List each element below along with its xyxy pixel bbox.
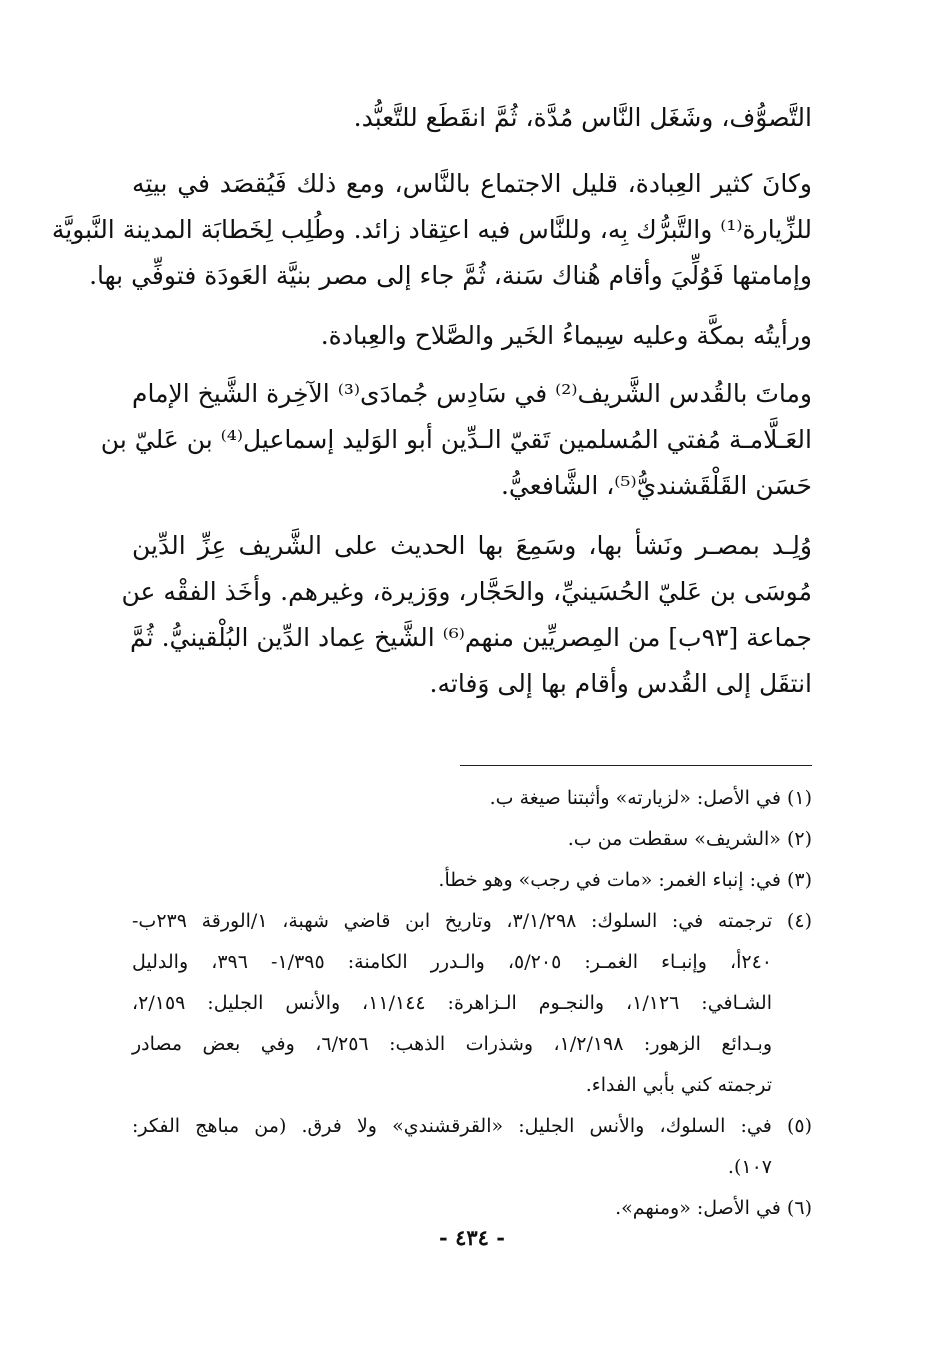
footnote-4-continuation: وبـدائع الزهور: ١/٢/١٩٨، وشذرات الذهب: ٦/٢٥٦، وفي بعض مصادر xyxy=(132,1033,773,1055)
footnote-3: (٣) في: إنباء الغمر: «مات في رجب» وهو خطأ. xyxy=(438,869,812,891)
footnote-4-continuation: ترجمته كني بأبي الفداء. xyxy=(585,1074,772,1096)
text-line: انتقَل إلى القُدس وأقام بها إلى وَفاته. xyxy=(429,669,812,698)
text-line: حَسَن القَلْقَشنديُّ⁽⁵⁾، الشَّافعيُّ. xyxy=(500,471,812,500)
text-line: جماعة [٩٣ب] من المِصريِّين منهم⁽⁶⁾ الشَّيخ عِماد الدِّين البُلْقينيُّ. ثُمَّ xyxy=(130,623,812,652)
footnote-5-continuation: ١٠٧). xyxy=(727,1156,772,1178)
text-line: وكانَ كثير العِبادة، قليل الاجتماع بالنَّاس، ومع ذلك فَيُقصَد في بيتِه xyxy=(132,169,812,198)
footnote-separator xyxy=(460,765,812,766)
text-line: التَّصوُّف، وشَغَل النَّاس مُدَّة، ثُمَّ انقَطَع للتَّعبُّد. xyxy=(353,103,812,132)
footnote-2: (٢) «الشريف» سقطت من ب. xyxy=(567,828,812,850)
text-line: للزِّيارة⁽¹⁾ والتَّبرُّك بِه، وللنَّاس فيه اعتِقاد زائد. وطُلِب لِخَطابَة المدينة النَّبويَّة xyxy=(51,215,812,244)
footnote-6: (٦) في الأصل: «ومنهم». xyxy=(615,1197,812,1219)
text-line: العَـلَّامـة مُفتي المُسلمين تَقيّ الـدِّين أبو الوَليد إسماعيل⁽⁴⁾ بن عَليّ بن xyxy=(100,425,812,454)
text-line: وُلِـد بمصـر ونَشأ بها، وسَمِعَ بها الحديث على الشَّريف عِزِّ الدِّين xyxy=(132,531,812,560)
footnote-4-continuation: الشـافي: ١/١٢٦، والنجـوم الـزاهرة: ١١/١٤٤، والأنس الجليل: ٢/١٥٩، xyxy=(132,992,772,1014)
page-number: - ٤٣٤ - xyxy=(439,1225,505,1250)
text-line: وإمامتها فَوُلِّيَ وأقام هُناك سَنة، ثُمَّ جاء إلى مصر بنيَّة العَودَة فتوفِّي بها. xyxy=(89,261,812,290)
text-line: وماتَ بالقُدس الشَّريف⁽²⁾ في سَادِس جُمادَى⁽³⁾ الآخِرة الشَّيخ الإمام xyxy=(132,379,812,408)
footnote-4: (٤) ترجمته في: السلوك: ٣/١/٢٩٨، وتاريخ ابن قاضي شهبة، ١/الورقة ٢٣٩ب- xyxy=(132,910,812,932)
text-line: مُوسَى بن عَليّ الحُسَينيِّ، والحَجَّار، ووَزيرة، وغيرهم. وأخَذ الفقْه عن xyxy=(121,577,812,606)
footnote-1: (١) في الأصل: «لزيارته» وأثبتنا صيغة ب. xyxy=(489,787,812,809)
text-line: ورأيتُه بمكَّة وعليه سِيماءُ الخَير والصَّلاح والعِبادة. xyxy=(320,321,812,350)
footnote-5: (٥) في: السلوك، والأنس الجليل: «القرقشندي» ولا فرق. (من مباهج الفكر: xyxy=(132,1115,812,1137)
footnote-4-continuation: ٢٤٠أ، وإنبـاء الغمـر: ٥/٢٠٥، والـدرر الكامنة: ١/٣٩٥- ٣٩٦، والدليل xyxy=(132,951,772,973)
